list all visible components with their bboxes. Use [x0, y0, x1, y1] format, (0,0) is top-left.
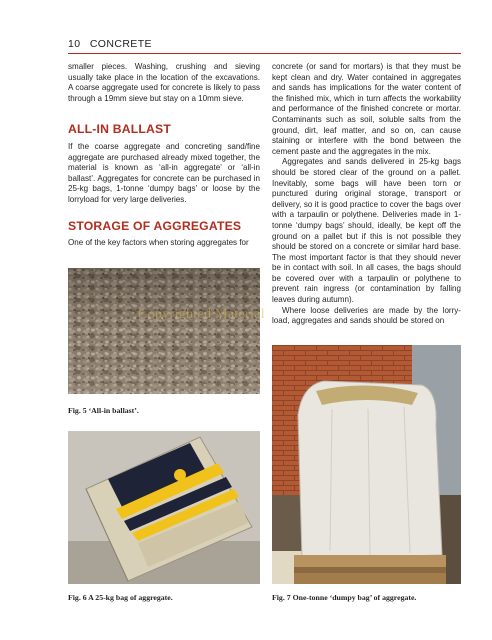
- ballast-photo: [68, 268, 260, 394]
- header-rule: [68, 53, 461, 54]
- heading-storage: STORAGE OF AGGREGATES: [68, 219, 242, 233]
- section-title: CONCRETE: [89, 38, 152, 50]
- fig6-caption: Fig. 6 A 25-kg bag of aggregate.: [68, 593, 173, 602]
- heading-all-in-ballast: ALL-IN BALLAST: [68, 122, 171, 136]
- left-intro-paragraph: smaller pieces. Washing, crushing and sieving usually take place in the location of the excavations. A coarse aggregate used for concrete is likely to pass through a 19mm sieve but stay on a 10mm sieve.: [68, 62, 260, 103]
- storage-paragraph: One of the key factors when storing aggregates for: [68, 238, 249, 247]
- all-in-ballast-paragraph: If the coarse aggregate and concreting sand/fine aggregate are purchased already mixed together, the material is known as ‘all-in aggregate’ or ‘all-in ballast’. Aggregates for concrete can be purchased in 25-kg bags, 1-tonne ‘dumpy bags’ or loose by the lorryload for very large deliveries.: [68, 142, 260, 204]
- copyright-watermark: Copyrighted Material: [138, 307, 265, 322]
- page-number: 10: [68, 38, 81, 50]
- dumpy-bag-photo: [272, 345, 461, 584]
- bag-photo: [68, 431, 260, 584]
- fig5-caption: Fig. 5 ‘All-in ballast’.: [68, 406, 139, 415]
- fig7-caption: Fig. 7 One-tonne ‘dumpy bag’ of aggregate.: [272, 593, 417, 602]
- right-column-text: concrete (or sand for mortars) is that they must be kept clean and dry. Water contained in aggregates and sands has implications for the water content of the finished mix, which in turn affects the workability and performance of the finished concrete or mortar. Contaminants such as soil, soluble salts from the ground, dirt, leaf matter, and so on, can cause staining or interfere with the bond between the cement paste and the aggregates in the mix. Aggregates and sands delivered in 25-kg bags should be stored clear of the ground on a pallet. Inevitably, some bags will have been torn or punctured during original storage, transport or delivery, so it is good practice to cover the bags over with a tarpaulin or polythene. Deliveries made in 1-tonne ‘dumpy bags’ should, ideally, be kept off the ground on a pallet but if this is not possible they should be stored on a concrete or similar hard base. The most important factor is that they should never be in contact with soil. In all cases, the bags should be covered over with a tarpaulin or polythene to prevent rain ingress (or contamination by falling leaves during autumn). Where loose deliveries are made by the lorry-load, aggregates and sands should be stored on: [272, 62, 461, 326]
- running-header: [68, 38, 461, 50]
